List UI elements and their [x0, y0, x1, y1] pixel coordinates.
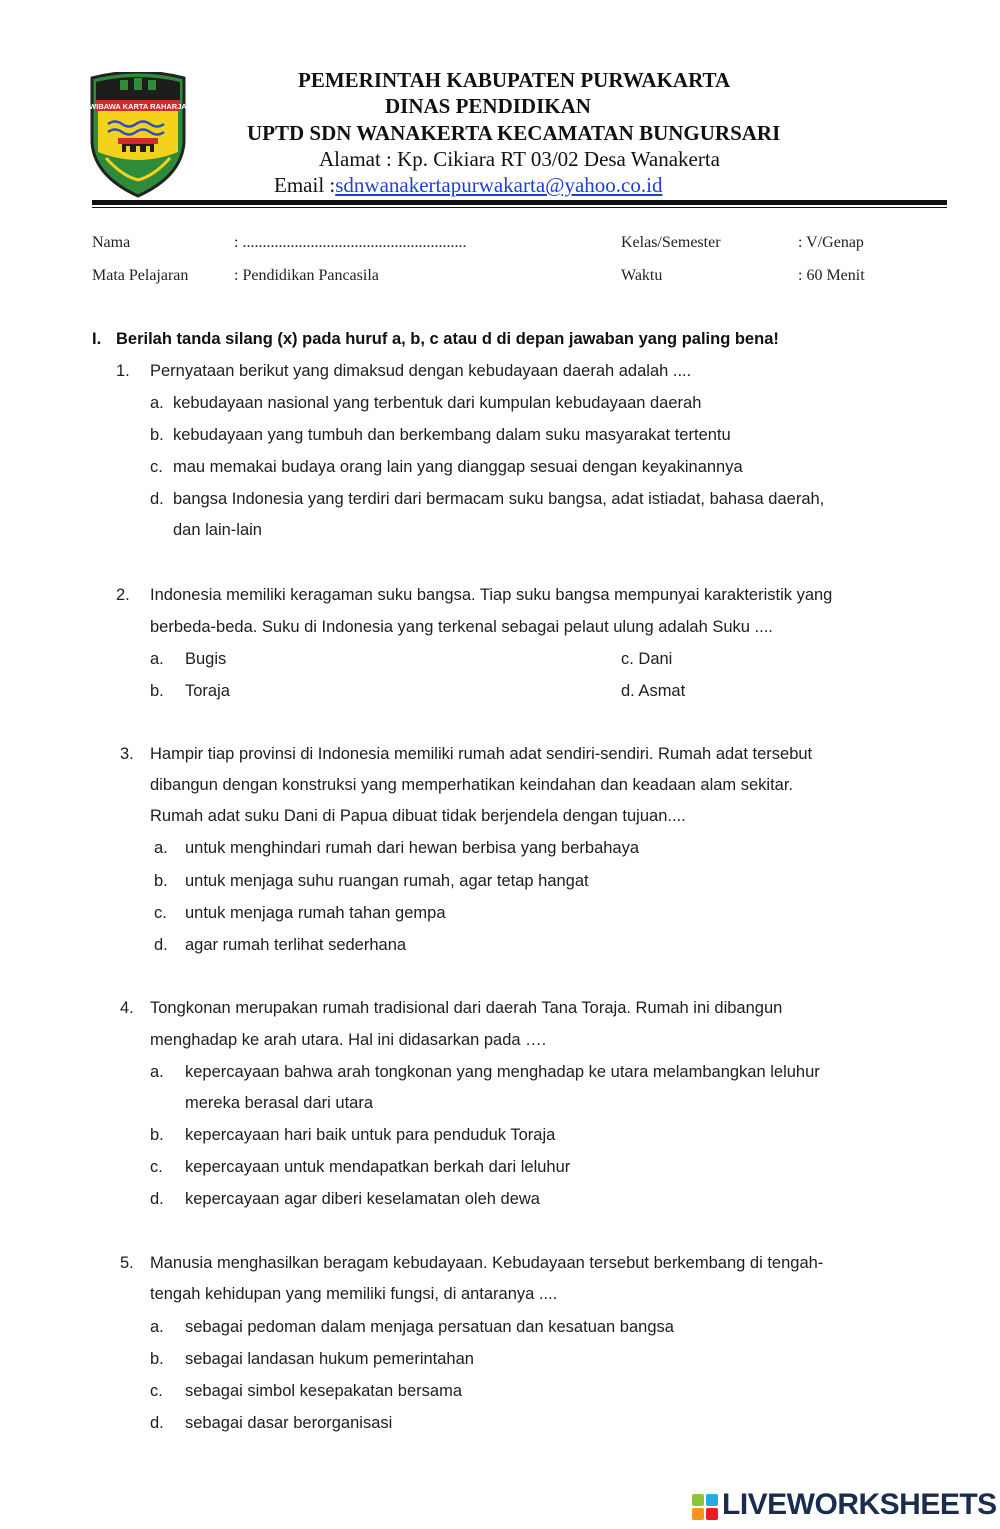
- option-letter: d.: [150, 1414, 164, 1432]
- question-text-line: Manusia menghasilkan beragam kebudayaan. Kebudayaan tersebut berkembang di tengah-: [150, 1254, 824, 1272]
- header-department: DINAS PENDIDIKAN: [385, 94, 591, 118]
- option-text: kepercayaan agar diberi keselamatan oleh dewa: [185, 1190, 540, 1208]
- watermark-text: LIVEWORKSHEETS: [722, 1488, 997, 1521]
- question-number: 1.: [116, 362, 130, 380]
- nama-value: : ........................................................: [234, 234, 467, 251]
- option-letter: b.: [150, 1126, 164, 1144]
- option-letter: d.: [150, 490, 164, 508]
- question-number: 3.: [120, 745, 134, 763]
- question-text-line: tengah kehidupan yang memiliki fungsi, di antaranya ....: [150, 1285, 558, 1303]
- option-letter: b.: [150, 1350, 164, 1368]
- option-text: untuk menjaga suhu ruangan rumah, agar tetap hangat: [185, 872, 589, 890]
- option-letter: a.: [150, 1063, 164, 1081]
- liveworksheets-logo-icon: [692, 1494, 718, 1520]
- question-text-line: Hampir tiap provinsi di Indonesia memiliki rumah adat sendiri-sendiri. Rumah adat tersebut: [150, 745, 813, 763]
- email-label: Email :: [274, 173, 336, 197]
- question-text-line: Rumah adat suku Dani di Papua dibuat tidak berjendela dengan tujuan....: [150, 807, 686, 825]
- option-text: bangsa Indonesia yang terdiri dari bermacam suku bangsa, adat istiadat, bahasa daerah,: [173, 490, 825, 508]
- logo-banner-text: WIBAWA KARTA RAHARJA: [89, 102, 187, 111]
- option-text: d. Asmat: [621, 682, 686, 700]
- option-letter: a.: [150, 1318, 164, 1336]
- option-letter: c.: [150, 1158, 163, 1176]
- option-text: Bugis: [185, 650, 227, 668]
- option-text: sebagai simbol kesepakatan bersama: [185, 1382, 462, 1400]
- option-text: kebudayaan nasional yang terbentuk dari kumpulan kebudayaan daerah: [173, 394, 702, 412]
- option-letter: d.: [154, 936, 168, 954]
- option-text: mau memakai budaya orang lain yang dianggap sesuai dengan keyakinannya: [173, 458, 743, 476]
- option-text: untuk menghindari rumah dari hewan berbisa yang berbahaya: [185, 839, 640, 857]
- question-text-line: menghadap ke arah utara. Hal ini didasarkan pada ….: [150, 1031, 547, 1049]
- option-letter: b.: [154, 872, 168, 890]
- header-divider-thick: [92, 200, 947, 205]
- header-divider-thin: [92, 207, 947, 208]
- option-letter: a.: [154, 839, 168, 857]
- school-logo: [86, 72, 190, 200]
- option-letter: c.: [150, 458, 163, 476]
- question-text-line: Indonesia memiliki keragaman suku bangsa. Tiap suku bangsa mempunyai karakteristik yang: [150, 586, 833, 604]
- section-number: I.: [92, 330, 102, 348]
- option-text: mereka berasal dari utara: [185, 1094, 374, 1112]
- header-school-name: UPTD SDN WANAKERTA KECAMATAN BUNGURSARI: [247, 121, 781, 145]
- option-text: kepercayaan untuk mendapatkan berkah dari leluhur: [185, 1158, 571, 1176]
- mapel-value: : Pendidikan Pancasila: [234, 267, 379, 284]
- option-letter: b.: [150, 426, 164, 444]
- option-text: sebagai pedoman dalam menjaga persatuan dan kesatuan bangsa: [185, 1318, 674, 1336]
- option-text: sebagai dasar berorganisasi: [185, 1414, 393, 1432]
- option-text: untuk menjaga rumah tahan gempa: [185, 904, 446, 922]
- header-government: PEMERINTAH KABUPATEN PURWAKARTA: [298, 68, 731, 92]
- header-email-row: [274, 173, 662, 198]
- option-text: kebudayaan yang tumbuh dan berkembang dalam suku masyarakat tertentu: [173, 426, 731, 444]
- question-number: 4.: [120, 999, 134, 1017]
- mapel-label: Mata Pelajaran: [92, 267, 189, 284]
- option-text: dan lain-lain: [173, 521, 262, 539]
- waktu-value: : 60 Menit: [798, 267, 865, 284]
- option-letter: a.: [150, 394, 164, 412]
- header-address: Alamat : Kp. Cikiara RT 03/02 Desa Wanakerta: [319, 147, 720, 171]
- kelas-label: Kelas/Semester: [621, 234, 721, 251]
- kelas-value: : V/Genap: [798, 234, 864, 251]
- option-text: kepercayaan bahwa arah tongkonan yang menghadap ke utara melambangkan leluhur: [185, 1063, 820, 1081]
- option-text: c. Dani: [621, 650, 673, 668]
- question-text-line: Tongkonan merupakan rumah tradisional dari daerah Tana Toraja. Rumah ini dibangun: [150, 999, 783, 1017]
- nama-label: Nama: [92, 234, 131, 251]
- option-letter: c.: [154, 904, 167, 922]
- email-link[interactable]: sdnwanakertapurwakarta@yahoo.co.id: [335, 173, 663, 197]
- section-instruction: Berilah tanda silang (x) pada huruf a, b, c atau d di depan jawaban yang paling bena!: [116, 330, 779, 348]
- question-text-line: dibangun dengan konstruksi yang memperhatikan keindahan dan keadaan alam sekitar.: [150, 776, 794, 794]
- option-text: Toraja: [185, 682, 230, 700]
- option-text: sebagai landasan hukum pemerintahan: [185, 1350, 474, 1368]
- option-letter: b.: [150, 682, 164, 700]
- option-letter: d.: [150, 1190, 164, 1208]
- option-text: kepercayaan hari baik untuk para penduduk Toraja: [185, 1126, 556, 1144]
- option-text: agar rumah terlihat sederhana: [185, 936, 407, 954]
- option-letter: c.: [150, 1382, 163, 1400]
- question-number: 5.: [120, 1254, 134, 1272]
- waktu-label: Waktu: [621, 267, 663, 284]
- question-text-line: berbeda-beda. Suku di Indonesia yang terkenal sebagai pelaut ulung adalah Suku ....: [150, 618, 773, 636]
- question-text-line: Pernyataan berikut yang dimaksud dengan kebudayaan daerah adalah ....: [150, 362, 692, 380]
- option-letter: a.: [150, 650, 164, 668]
- question-number: 2.: [116, 586, 130, 604]
